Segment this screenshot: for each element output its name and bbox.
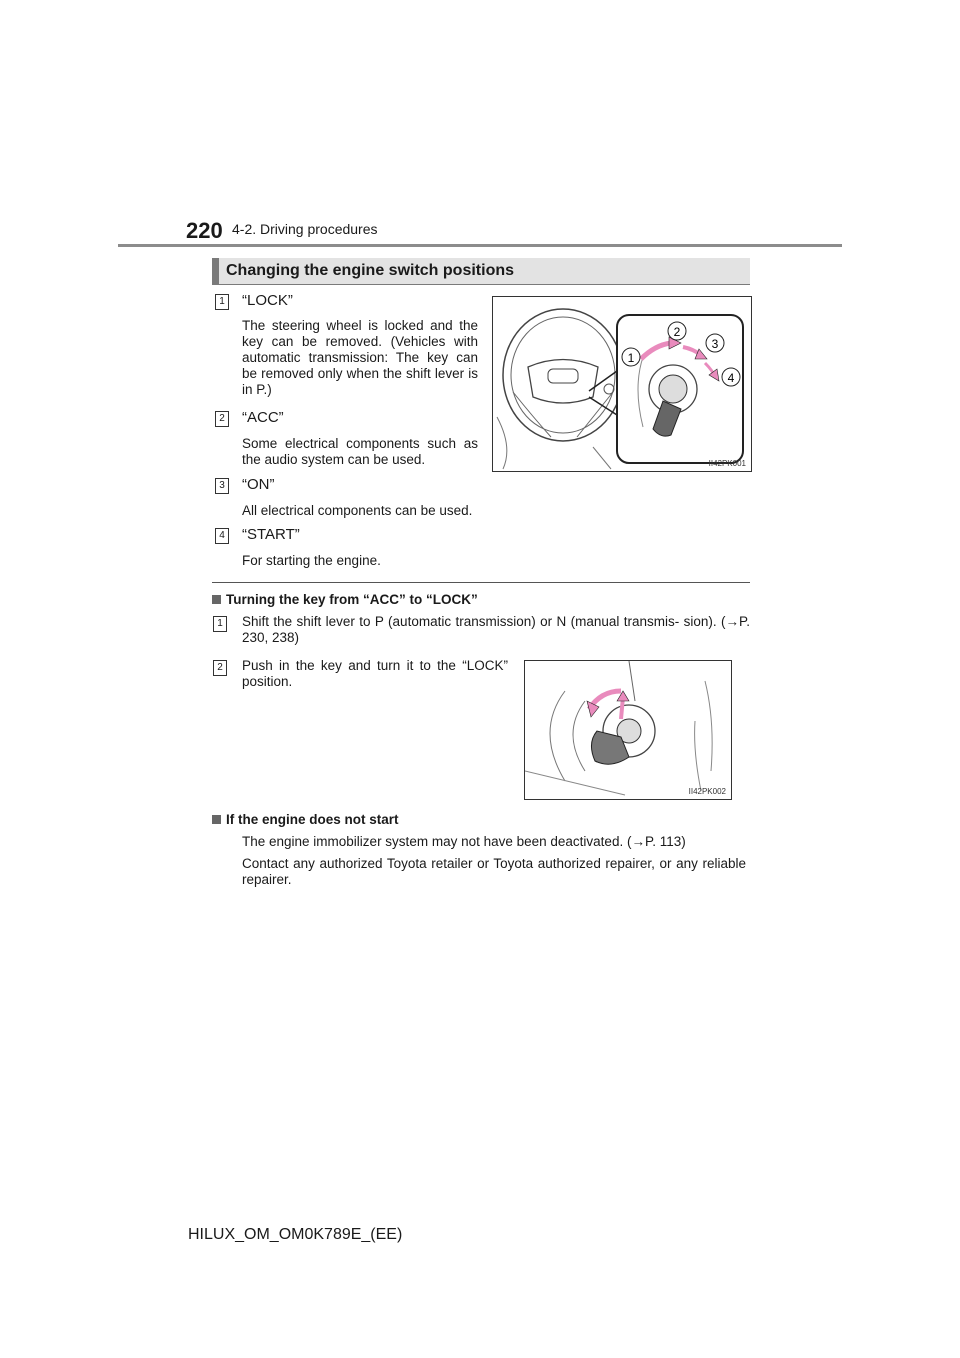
step-badge-2: 2 xyxy=(213,660,227,676)
position-title-acc: “ACC” xyxy=(242,409,284,426)
turning-key-heading-text: Turning the key from “ACC” to “LOCK” xyxy=(226,592,478,607)
position-desc-start: For starting the engine. xyxy=(242,553,381,568)
section-divider xyxy=(212,582,750,583)
chapter-title: 4-2. Driving procedures xyxy=(232,221,378,237)
position-badge-3: 3 xyxy=(215,478,229,494)
position-badge-1: 1 xyxy=(215,294,229,310)
steering-ignition-illustration xyxy=(493,297,751,471)
bullet-square-icon xyxy=(212,815,221,824)
position-desc-on: All electrical components can be used. xyxy=(242,503,473,518)
engine-switch-figure xyxy=(492,296,752,472)
section-heading-rule xyxy=(212,284,750,285)
position-title-on: “ON” xyxy=(242,476,275,493)
position-title-lock: “LOCK” xyxy=(242,292,293,309)
step-2-text: Push in the key and turn it to the “LOCK” position. xyxy=(242,658,508,689)
document-code: HILUX_OM_OM0K789E_(EE) xyxy=(188,1226,403,1243)
no-start-heading xyxy=(212,812,399,827)
position-desc-lock: The steering wheel is locked and the key can be removed. (Vehicles with automatic transmission: The key can be removed only when the shift lever is in P.) xyxy=(242,318,478,397)
turning-key-heading xyxy=(212,592,478,607)
figure-code: II42PK002 xyxy=(688,787,726,796)
section-heading-bar xyxy=(212,258,219,284)
key-lock-figure xyxy=(524,660,732,800)
figure-code: II42PK001 xyxy=(708,459,746,468)
figure-callout-3: 3 xyxy=(711,337,719,351)
position-desc-acc: Some electrical components such as the audio system can be used. xyxy=(242,436,478,467)
no-start-paragraph-2: Contact any authorized Toyota retailer or Toyota authorized repairer, or any reliable repairer. xyxy=(242,856,746,887)
key-turn-illustration xyxy=(525,661,731,799)
page-number: 220 xyxy=(186,218,223,243)
position-badge-4: 4 xyxy=(215,528,229,544)
section-heading-box xyxy=(212,258,750,284)
position-title-start: “START” xyxy=(242,526,300,543)
header-rule xyxy=(118,244,842,247)
figure-callout-4: 4 xyxy=(727,371,735,385)
no-start-paragraph-1: The engine immobilizer system may not have been deactivated. (→P. 113) xyxy=(242,834,686,849)
figure-callout-2: 2 xyxy=(673,325,681,339)
position-badge-2: 2 xyxy=(215,411,229,427)
bullet-square-icon xyxy=(212,595,221,604)
step-1-text: Shift the shift lever to P (automatic transmission) or N (manual transmis- sion). (→P. 230, 238) xyxy=(242,614,750,645)
no-start-heading-text: If the engine does not start xyxy=(226,812,399,827)
step-badge-1: 1 xyxy=(213,616,227,632)
figure-callout-1: 1 xyxy=(627,351,635,365)
section-heading: Changing the engine switch positions xyxy=(226,262,515,279)
